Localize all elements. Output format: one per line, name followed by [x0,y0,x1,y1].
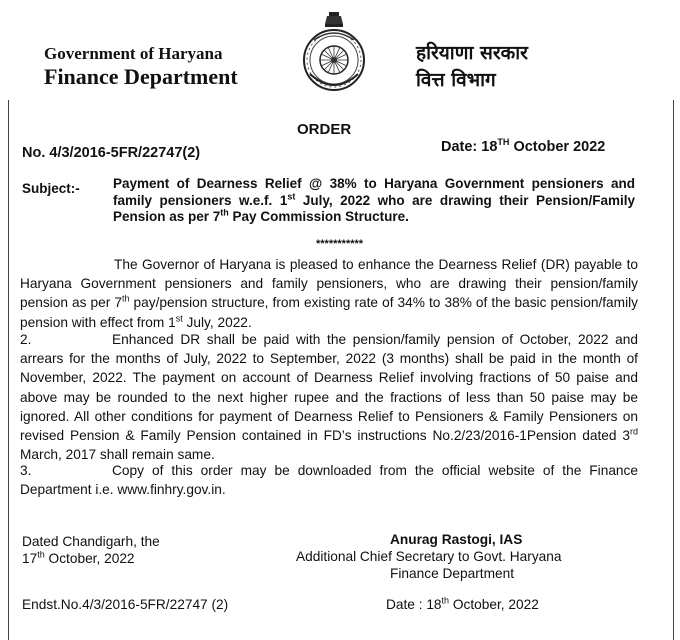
paragraph-2: 2. Enhanced DR shall be paid with the pension/family pension of October, 2022 and arrears for the months of July, 2022 to September, 2022 (3 months) shall be paid in the month of November, 2022. The payment on account of Dearness Relief involving fractions of 50 paise and above may be rounded to the next higher rupee and the fractions of less than 50 paise may be ignored. All other conditions for payment of Dearness Relief to Pensioners & Family Pensioners on revised Pension & Family Pension contained in FD’s instructions No.2/23/2016-1Pension dated 3rd March, 2017 shall remain same. [20,332,638,463]
endorsement-date: Date : 18th October, 2022 [386,595,539,612]
letterhead-english [44,44,238,90]
paragraph-number: 3. [20,463,32,478]
letterhead-hindi [416,40,528,94]
order-title: ORDER [297,121,352,138]
department-name: Finance Department [44,64,238,89]
paragraph-number: 2. [20,332,32,347]
paragraph-1: The Governor of Haryana is pleased to enhance the Dearness Relief (DR) payable to Haryana Government pensioners and family pensioners, who are drawing their pension/family pension as per 7th pay/pension structure, from existing rate of 34% to 38% of the basic pension/family pension with effect from 1st July, 2022. [20,257,638,330]
org-name: Government of Haryana [44,44,223,63]
hindi-org-name: हरियाणा सरकार [416,42,528,64]
subject-text: Payment of Dearness Relief @ 38% to Haryana Government pensioners and family pensioners w.e.f. 1st July, 2022 who are drawing their Pension/Family Pension as per 7th Pay Commission Structure. [113,176,635,224]
signature-block [296,531,562,582]
endorsement-number: Endst.No.4/3/2016-5FR/22747 (2) [22,597,229,612]
haryana-emblem-icon [296,10,372,94]
subject-label: Subject:- [22,181,80,196]
order-number: No. 4/3/2016-5FR/22747(2) [22,145,201,161]
paragraph-3: 3. Copy of this order may be downloaded from the official website of the Finance Department i.e. www.finhry.gov.in. [20,463,638,498]
signatory-title: Additional Chief Secretary to Govt. Haryana [296,549,562,564]
hindi-department-name: वित्त विभाग [416,69,496,91]
separator: *********** [316,238,364,250]
dated-place: Dated Chandigarh, the 17th October, 2022 [22,534,160,566]
signatory-name: Anurag Rastogi, IAS [390,532,523,547]
order-date: Date: 18TH October 2022 [441,137,606,155]
signatory-department: Finance Department [390,566,515,581]
